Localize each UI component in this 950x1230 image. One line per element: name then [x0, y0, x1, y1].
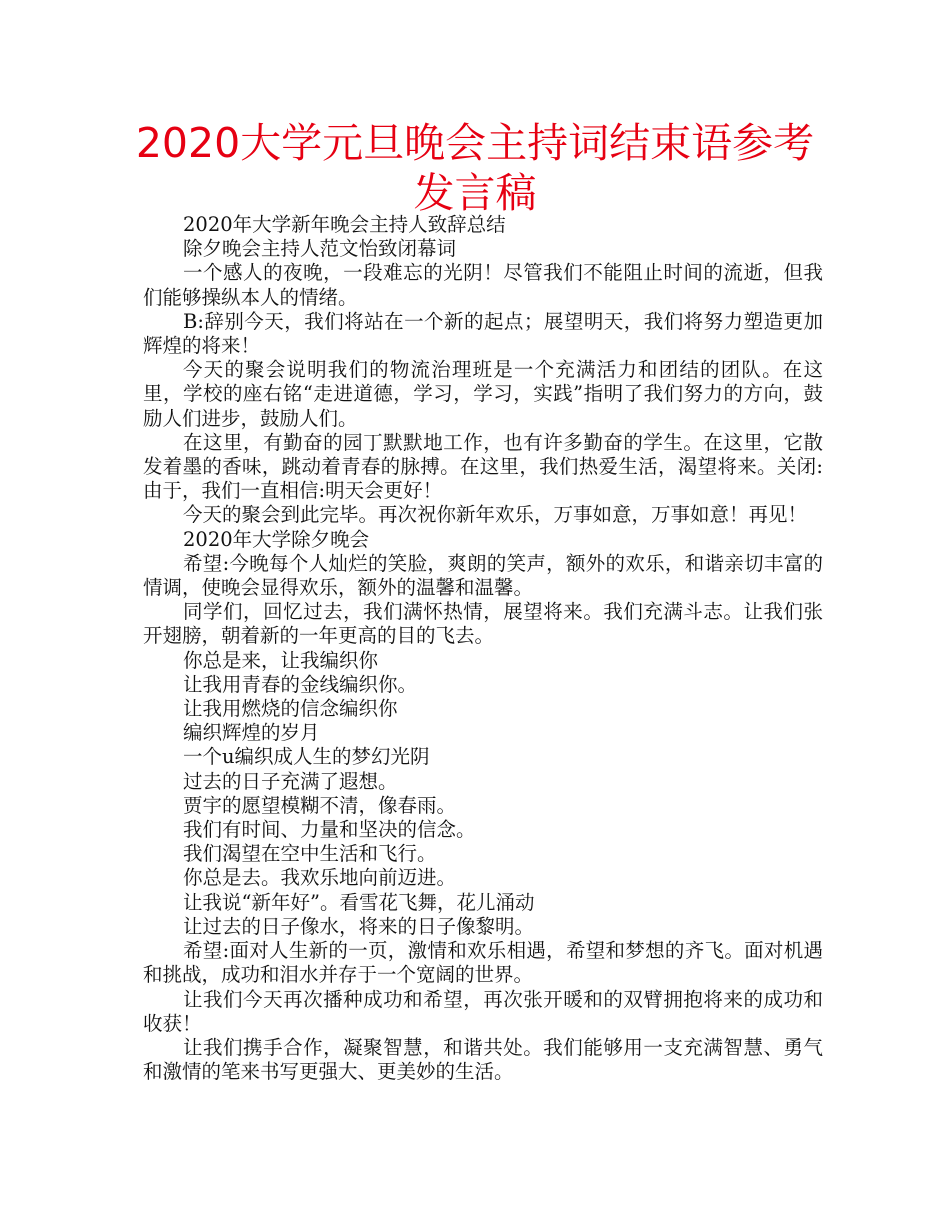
paragraph: 今天的聚会说明我们的物流治理班是一个充满活力和团结的团队。在这里，学校的座右铭“走进道德，学习，学习，实践”指明了我们努力的方向，鼓励人们进步，鼓励人们。 — [143, 358, 823, 430]
paragraph: 今天的聚会到此完毕。再次祝你新年欢乐，万事如意，万事如意！再见！ — [183, 503, 808, 527]
paragraph: 在这里，有勤奋的园丁默默地工作，也有许多勤奋的学生。在这里，它散发着墨的香味，跳动着青春的脉搏。在这里，我们热爱生活，渴望将来。关闭:由于，我们一直相信:明天会更好！ — [143, 430, 823, 503]
paragraph: B:辞别今天，我们将站在一个新的起点；展望明天，我们将努力塑造更加辉煌的将来！ — [143, 309, 823, 358]
paragraph: 2020年大学新年晚会主持人致辞总结 — [183, 213, 506, 236]
paragraph: 编织辉煌的岁月 — [183, 721, 320, 745]
paragraph: 让我用青春的金线编织你。 — [183, 672, 418, 696]
paragraph: 让我用燃烧的信念编织你 — [183, 697, 398, 721]
paragraph: 让我们携手合作，凝聚智慧，和谐共处。我们能够用一支充满智慧、勇气和激情的笔来书写更强大、更美妙的生活。 — [143, 1035, 823, 1084]
paragraph: 希望:今晚每个人灿烂的笑脸，爽朗的笑声，额外的欢乐，和谐亲切丰富的情调，使晚会显得欢乐，额外的温馨和温馨。 — [143, 551, 823, 600]
paragraph: 我们渴望在空中生活和飞行。 — [183, 842, 437, 866]
paragraph: 让过去的日子像水，将来的日子像黎明。 — [183, 914, 535, 938]
paragraph: 一个感人的夜晚，一段难忘的光阴！尽管我们不能阻止时间的流逝，但我们能够操纵本人的情绪。 — [143, 261, 823, 309]
paragraph: 我们有时间、力量和坚决的信念。 — [183, 818, 476, 842]
document-body — [143, 213, 823, 1084]
paragraph: 同学们，回忆过去，我们满怀热情，展望将来。我们充满斗志。让我们张开翅膀，朝着新的一年更高的目的飞去。 — [143, 600, 823, 648]
paragraph: 让我们今天再次播种成功和希望，再次张开暖和的双臂拥抱将来的成功和收获！ — [143, 987, 823, 1035]
paragraph: 让我说“新年好”。看雪花飞舞，花儿涌动 — [183, 890, 535, 914]
paragraph: 希望:面对人生新的一页，激情和欢乐相遇，希望和梦想的齐飞。面对机遇和挑战，成功和泪水并存于一个宽阔的世界。 — [143, 939, 823, 987]
paragraph: 贾宇的愿望模糊不清，像春雨。 — [183, 793, 457, 817]
paragraph: 你总是去。我欢乐地向前迈进。 — [183, 866, 457, 890]
paragraph: 你总是来，让我编织你 — [183, 648, 379, 672]
paragraph: 2020年大学除夕晚会 — [183, 527, 370, 551]
document-title: 2020大学元旦晚会主持词结束语参考发言稿 — [135, 119, 815, 217]
paragraph: 除夕晚会主持人范文怡致闭幕词 — [183, 237, 457, 261]
paragraph: 一个u编织成人生的梦幻光阴 — [183, 745, 430, 769]
paragraph: 过去的日子充满了遐想。 — [183, 769, 398, 793]
